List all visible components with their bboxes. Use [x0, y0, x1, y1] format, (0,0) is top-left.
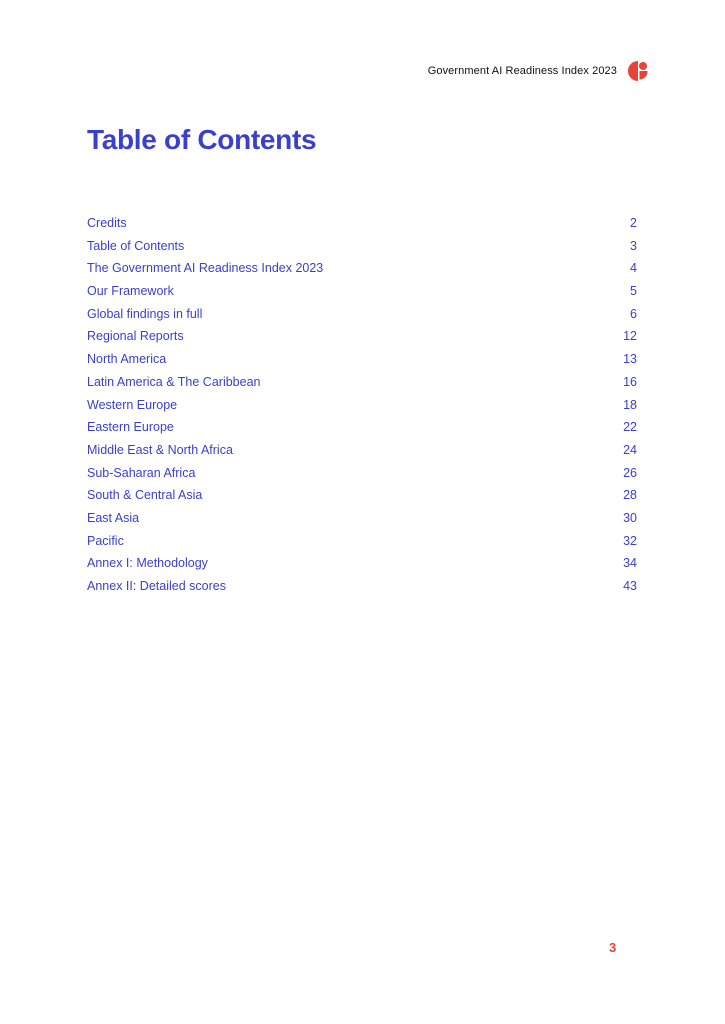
toc-entry-label[interactable]: Annex II: Detailed scores — [87, 579, 226, 593]
toc-entry-page[interactable]: 24 — [623, 442, 637, 457]
toc-entry[interactable] — [87, 507, 637, 530]
toc-entry-label[interactable]: Credits — [87, 216, 127, 230]
toc-entry-page[interactable]: 26 — [623, 465, 637, 480]
toc-entry-label[interactable]: Annex I: Methodology — [87, 556, 208, 571]
toc-entry-page[interactable]: 4 — [630, 261, 637, 276]
toc-entry-page[interactable]: 43 — [623, 579, 637, 593]
toc-entry[interactable] — [87, 280, 637, 303]
toc-entry-label[interactable]: Table of Contents — [87, 238, 185, 253]
toc-entry-label[interactable]: Latin America & The Caribbean — [87, 374, 261, 389]
toc-entry-label[interactable]: East Asia — [87, 510, 140, 525]
toc-entry-label[interactable]: Pacific — [87, 533, 124, 548]
toc-entry-page[interactable]: 22 — [623, 420, 637, 435]
toc-entry[interactable] — [87, 416, 637, 439]
toc-entry-label[interactable]: Regional Reports — [87, 329, 184, 344]
toc-entry-page[interactable]: 12 — [623, 329, 637, 344]
toc-entry-page[interactable]: 2 — [630, 216, 637, 230]
toc-entry[interactable] — [87, 575, 637, 598]
toc-entry-page[interactable]: 34 — [623, 556, 637, 571]
toc-entry[interactable] — [87, 371, 637, 394]
toc-entry[interactable] — [87, 212, 637, 235]
toc-entry[interactable] — [87, 552, 637, 575]
oxford-insights-logo-icon — [627, 60, 649, 82]
page-number: 3 — [609, 940, 617, 955]
page-header — [428, 60, 649, 82]
toc-entry-label[interactable]: South & Central Asia — [87, 488, 203, 503]
toc-entry-label[interactable]: Eastern Europe — [87, 420, 174, 435]
toc-entry-label[interactable]: Sub-Saharan Africa — [87, 465, 196, 480]
toc-entry[interactable] — [87, 235, 637, 258]
toc-entry-page[interactable]: 18 — [623, 397, 637, 412]
page-title: Table of Contents — [87, 124, 317, 155]
toc-entry-page[interactable]: 32 — [623, 533, 637, 548]
toc-entry[interactable] — [87, 484, 637, 507]
toc-entry-page[interactable]: 6 — [630, 306, 637, 321]
toc-entry-label[interactable]: Middle East & North Africa — [87, 442, 233, 457]
toc-entry[interactable] — [87, 325, 637, 348]
toc-entry[interactable] — [87, 462, 637, 485]
toc-entry-label[interactable]: Global findings in full — [87, 306, 203, 321]
toc-entry-page[interactable]: 28 — [623, 488, 637, 503]
toc-entry-page[interactable]: 3 — [630, 238, 637, 253]
toc-entry-page[interactable]: 13 — [623, 352, 637, 367]
report-title: Government AI Readiness Index 2023 — [427, 65, 617, 77]
toc-entry[interactable] — [87, 394, 637, 417]
toc-entry-label[interactable]: The Government AI Readiness Index 2023 — [87, 261, 324, 276]
table-of-contents — [87, 212, 637, 598]
toc-entry[interactable] — [87, 439, 637, 462]
toc-entry-label[interactable]: North America — [87, 352, 167, 367]
toc-entry-page[interactable]: 5 — [630, 284, 637, 299]
toc-entry-page[interactable]: 16 — [623, 374, 637, 389]
toc-entry[interactable] — [87, 257, 637, 280]
toc-entry-label[interactable]: Our Framework — [87, 284, 174, 299]
toc-entry-page[interactable]: 30 — [623, 510, 637, 525]
toc-entry[interactable] — [87, 530, 637, 553]
toc-entry-label[interactable]: Western Europe — [87, 397, 178, 412]
toc-entry[interactable] — [87, 303, 637, 326]
toc-entry[interactable] — [87, 348, 637, 371]
